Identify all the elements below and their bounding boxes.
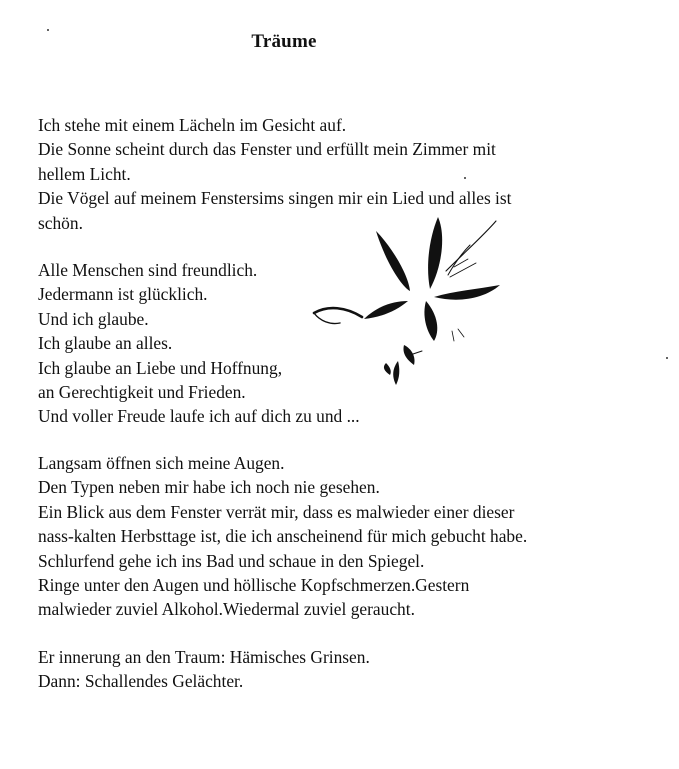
- paper-speck: [666, 357, 668, 359]
- poem-line: malwieder zuviel Alkohol.Wiedermal zuviel geraucht.: [38, 599, 415, 620]
- poem-line: Den Typen neben mir habe ich noch nie gesehen.: [38, 477, 380, 498]
- ink-petal: [393, 361, 399, 385]
- poem-line: Langsam öffnen sich meine Augen.: [38, 453, 285, 473]
- poem-line: Und voller Freude laufe ich auf dich zu und ...: [38, 406, 360, 427]
- ink-petal: [403, 345, 414, 365]
- ink-stroke: [314, 313, 340, 324]
- ink-petal: [364, 301, 408, 319]
- poem-line: Jedermann ist glücklich.: [38, 284, 208, 305]
- poem-line: Er innerung an den Traum: Hämisches Grinsen.: [38, 647, 370, 667]
- ink-stroke: [454, 259, 468, 267]
- poem-line: Und ich glaube.: [38, 308, 149, 329]
- poem-line: Ich glaube an alles.: [38, 333, 173, 354]
- poem-line: Die Vögel auf meinem Fenstersims singen mir ein Lied und alles ist: [38, 188, 512, 209]
- poem-line: Ein Blick aus dem Fenster verrät mir, dass es malwieder einer dieser: [38, 501, 515, 522]
- paper-speck: [47, 29, 49, 31]
- ink-flower-illustration: [300, 205, 520, 405]
- ink-petal: [376, 231, 410, 291]
- ink-stroke: [458, 329, 464, 337]
- stanza-4: [38, 645, 370, 694]
- stanza-3: [38, 451, 527, 622]
- ink-stroke: [452, 331, 454, 341]
- poem-line: nass-kalten Herbsttage ist, die ich anscheinend für mich gebucht habe.: [38, 526, 528, 547]
- ink-petal: [424, 301, 437, 341]
- poem-line: Dann: Schallendes Gelächter.: [38, 671, 244, 692]
- poem-line: hellem Licht.: [38, 163, 131, 184]
- poem-title: Träume: [251, 31, 317, 52]
- poem-line: Ich stehe mit einem Lächeln im Gesicht auf.: [38, 115, 347, 135]
- ink-stroke: [314, 308, 362, 317]
- poem-line: Ringe unter den Augen und höllische Kopfschmerzen.Gestern: [38, 575, 470, 596]
- poem-line: Schlurfend gehe ich ins Bad und schaue in den Spiegel.: [38, 550, 425, 571]
- poem-line: Ich glaube an Liebe und Hoffnung,: [38, 357, 283, 378]
- ink-petal: [428, 217, 442, 289]
- ink-stroke: [446, 221, 496, 271]
- paper-speck: [464, 177, 466, 179]
- poem-line: schön.: [38, 212, 83, 233]
- poem-line: an Gerechtigkeit und Frieden.: [38, 382, 246, 403]
- ink-petal: [384, 363, 391, 375]
- poem-line: Die Sonne scheint durch das Fenster und erfüllt mein Zimmer mit: [38, 139, 496, 160]
- ink-petal: [434, 285, 500, 300]
- poem-line: Alle Menschen sind freundlich.: [38, 260, 258, 280]
